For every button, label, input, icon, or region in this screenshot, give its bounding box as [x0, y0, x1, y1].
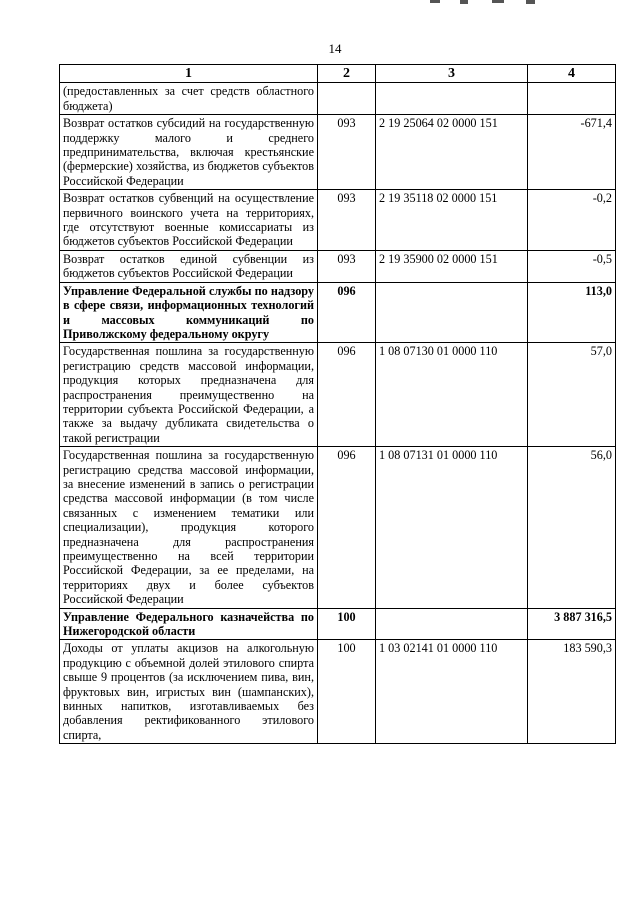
row-admin-code-cell: 093 [318, 115, 376, 190]
row-amount-cell: -0,2 [528, 190, 616, 251]
scan-artifact [430, 0, 550, 6]
row-budget-code-cell: 1 03 02141 01 0000 110 [376, 640, 528, 744]
row-amount-cell: 3 887 316,5 [528, 608, 616, 640]
row-name-cell: Доходы от уплаты акцизов на алкогольную продукцию с объемной долей этилового спирта свыше 9 процентов (за исключением пива, вин, фруктовых вин, игристых вин (шампанских), винных напитков, изготавливаемых без добавления ректификованного этилового спирта, [60, 640, 318, 744]
table-row [60, 250, 616, 282]
row-name-cell: Возврат остатков субвенций на осуществление первичного воинского учета на территориях, где отсутствуют военные комиссариаты из бюджетов субъектов Российской Федерации [60, 190, 318, 251]
table-row [60, 190, 616, 251]
row-budget-code-cell [376, 608, 528, 640]
row-budget-code-cell: 1 08 07130 01 0000 110 [376, 343, 528, 447]
row-admin-code-cell: 093 [318, 190, 376, 251]
row-admin-code-cell: 100 [318, 608, 376, 640]
column-header: 2 [318, 65, 376, 83]
row-name-cell: Возврат остатков единой субвенции из бюджетов субъектов Российской Федерации [60, 250, 318, 282]
row-budget-code-cell [376, 282, 528, 343]
row-amount-cell [528, 83, 616, 115]
table-header-row [60, 65, 616, 83]
row-budget-code-cell: 1 08 07131 01 0000 110 [376, 447, 528, 608]
row-budget-code-cell: 2 19 25064 02 0000 151 [376, 115, 528, 190]
row-admin-code-cell: 093 [318, 250, 376, 282]
row-budget-code-cell: 2 19 35900 02 0000 151 [376, 250, 528, 282]
table-row [60, 83, 616, 115]
table-row [60, 115, 616, 190]
row-amount-cell: 113,0 [528, 282, 616, 343]
row-amount-cell: 183 590,3 [528, 640, 616, 744]
row-admin-code-cell: 096 [318, 282, 376, 343]
row-name-cell: Государственная пошлина за государственную регистрацию средств массовой информации, продукция которых предназначена для распространения преимущественно на территории субъекта Российской Федерации, а также за выдачу дубликата свидетельства о такой регистрации [60, 343, 318, 447]
row-admin-code-cell: 096 [318, 447, 376, 608]
column-header: 1 [60, 65, 318, 83]
table-row [60, 608, 616, 640]
table-row [60, 282, 616, 343]
row-amount-cell: -0,5 [528, 250, 616, 282]
table-body [60, 83, 616, 744]
row-amount-cell: 57,0 [528, 343, 616, 447]
table-row [60, 343, 616, 447]
row-name-cell: Государственная пошлина за государственную регистрацию средства массовой информации, за внесение изменений в запись о регистрации средства массовой информации (в том числе связанных с изменением тематики или специализации), продукция которого предназначена для распространения преимущественно на всей территории Российской Федерации, за ее пределами, на территориях двух и более субъектов Российской Федерации [60, 447, 318, 608]
row-budget-code-cell: 2 19 35118 02 0000 151 [376, 190, 528, 251]
row-name-cell: Управление Федеральной службы по надзору в сфере связи, информационных технологий и массовых коммуникаций по Приволжскому федеральному округу [60, 282, 318, 343]
row-name-cell: (предоставленных за счет средств областного бюджета) [60, 83, 318, 115]
column-header: 4 [528, 65, 616, 83]
row-admin-code-cell: 096 [318, 343, 376, 447]
row-name-cell: Управление Федерального казначейства по Нижегородской области [60, 608, 318, 640]
row-amount-cell: -671,4 [528, 115, 616, 190]
row-admin-code-cell [318, 83, 376, 115]
page-number: 14 [328, 41, 342, 56]
row-admin-code-cell: 100 [318, 640, 376, 744]
table-row [60, 447, 616, 608]
row-name-cell: Возврат остатков субсидий на государственную поддержку малого и среднего предпринимательства, включая крестьянские (фермерские) хозяйства, из бюджетов субъектов Российской Федерации [60, 115, 318, 190]
table-row [60, 640, 616, 744]
row-amount-cell: 56,0 [528, 447, 616, 608]
revenue-table [59, 64, 616, 744]
column-header: 3 [376, 65, 528, 83]
row-budget-code-cell [376, 83, 528, 115]
